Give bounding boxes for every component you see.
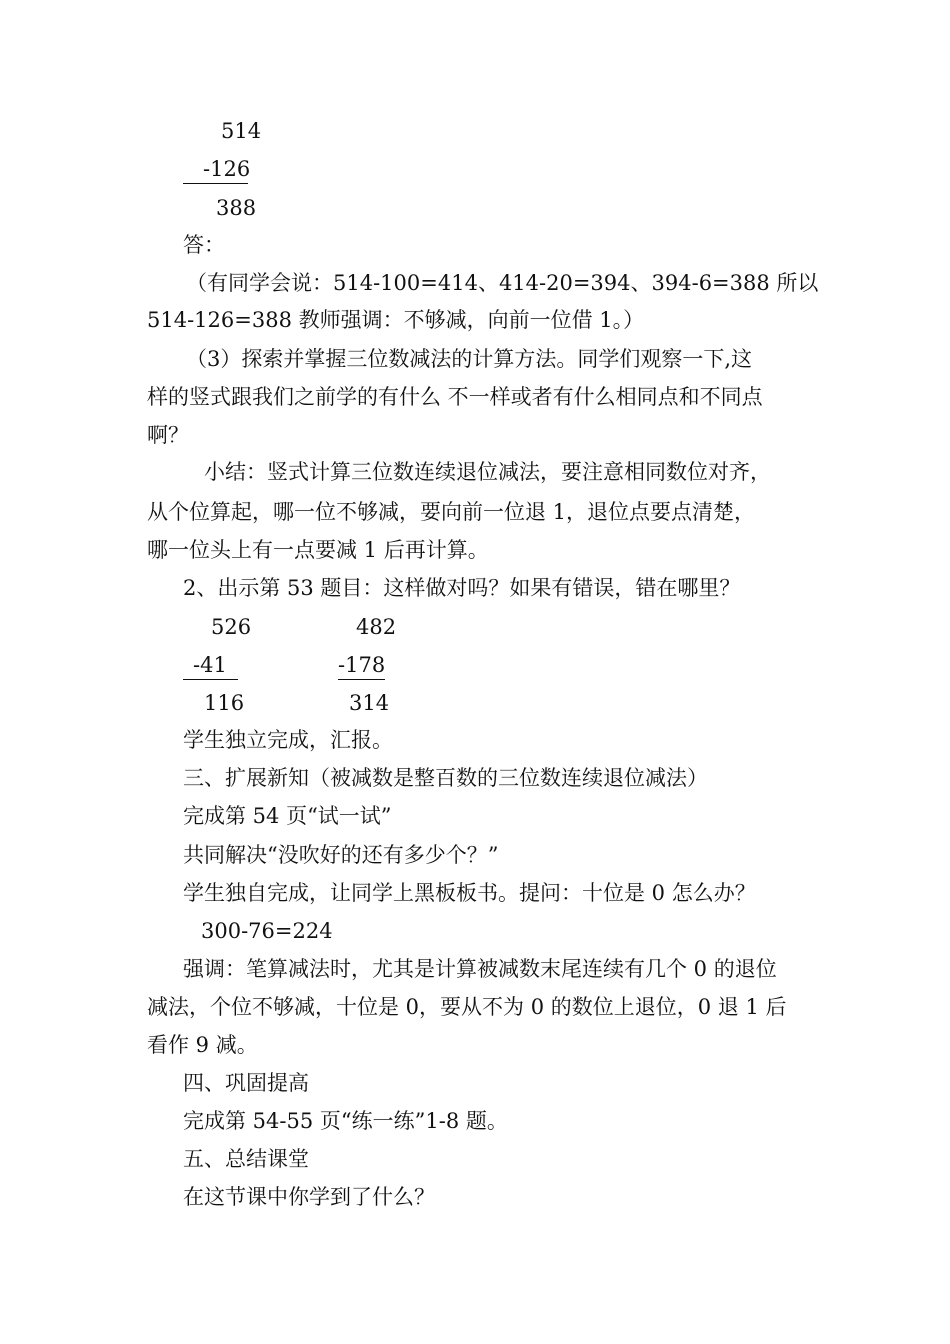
- question-2: 2、出示第 53 题目：这样做对吗？如果有错误，错在哪里？: [183, 576, 741, 600]
- calc1-result: 388: [216, 196, 257, 220]
- emphasis-line3: 看作 9 减。: [147, 1033, 258, 1057]
- calc3-subtrahend: -178: [338, 655, 385, 680]
- calc2-subtrahend: -41: [183, 655, 238, 680]
- step3-line2: 样的竖式跟我们之前学的有什么 不一样或者有什么相同点和不同点: [147, 385, 763, 409]
- section-3-heading: 三、扩展新知（被减数是整百数的三位数连续退位减法）: [183, 766, 708, 790]
- student-report: 学生独立完成，汇报。: [183, 728, 393, 752]
- calc3-result: 314: [349, 691, 390, 715]
- solve-together: 共同解决“没吹好的还有多少个？”: [183, 843, 499, 867]
- practice: 完成第 54-55 页“练一练”1-8 题。: [183, 1109, 508, 1133]
- step3-line1: （3）探索并掌握三位数减法的计算方法。同学们观察一下,这: [186, 347, 753, 371]
- emphasis-line2: 减法，个位不够减，十位是 0，要从不为 0 的数位上退位，0 退 1 后: [147, 995, 787, 1019]
- section-5-heading: 五、总结课堂: [183, 1147, 309, 1171]
- calc1-minuend: 514: [221, 119, 262, 143]
- reflect-question: 在这节课中你学到了什么？: [183, 1185, 435, 1209]
- summary-line2: 从个位算起，哪一位不够减，要向前一位退 1，退位点要点清楚，: [147, 500, 756, 524]
- emphasis-line1: 强调：笔算减法时，尤其是计算被减数末尾连续有几个 0 的退位: [183, 957, 777, 981]
- step3-line3: 啊？: [147, 423, 189, 447]
- calc3-minuend: 482: [356, 615, 397, 639]
- calc1-subtrahend: -126: [183, 159, 248, 184]
- section-4-heading: 四、巩固提高: [183, 1071, 309, 1095]
- try-it: 完成第 54 页“试一试”: [183, 804, 392, 828]
- equation: 300-76=224: [201, 919, 333, 943]
- summary-line3: 哪一位头上有一点要减 1 后再计算。: [147, 538, 489, 562]
- answer-label: 答：: [183, 233, 225, 257]
- note-line2: 514-126=388 教师强调：不够减，向前一位借 1。）: [147, 308, 645, 332]
- calc2-result: 116: [204, 691, 245, 715]
- board-work: 学生独自完成，让同学上黑板板书。提问：十位是 0 怎么办？: [183, 881, 756, 905]
- summary-line1: 小结：竖式计算三位数连续退位减法，要注意相同数位对齐，: [204, 460, 771, 484]
- note-line1: （有同学会说：514-100=414、414-20=394、394-6=388 所以: [186, 271, 819, 295]
- calc2-minuend: 526: [211, 615, 252, 639]
